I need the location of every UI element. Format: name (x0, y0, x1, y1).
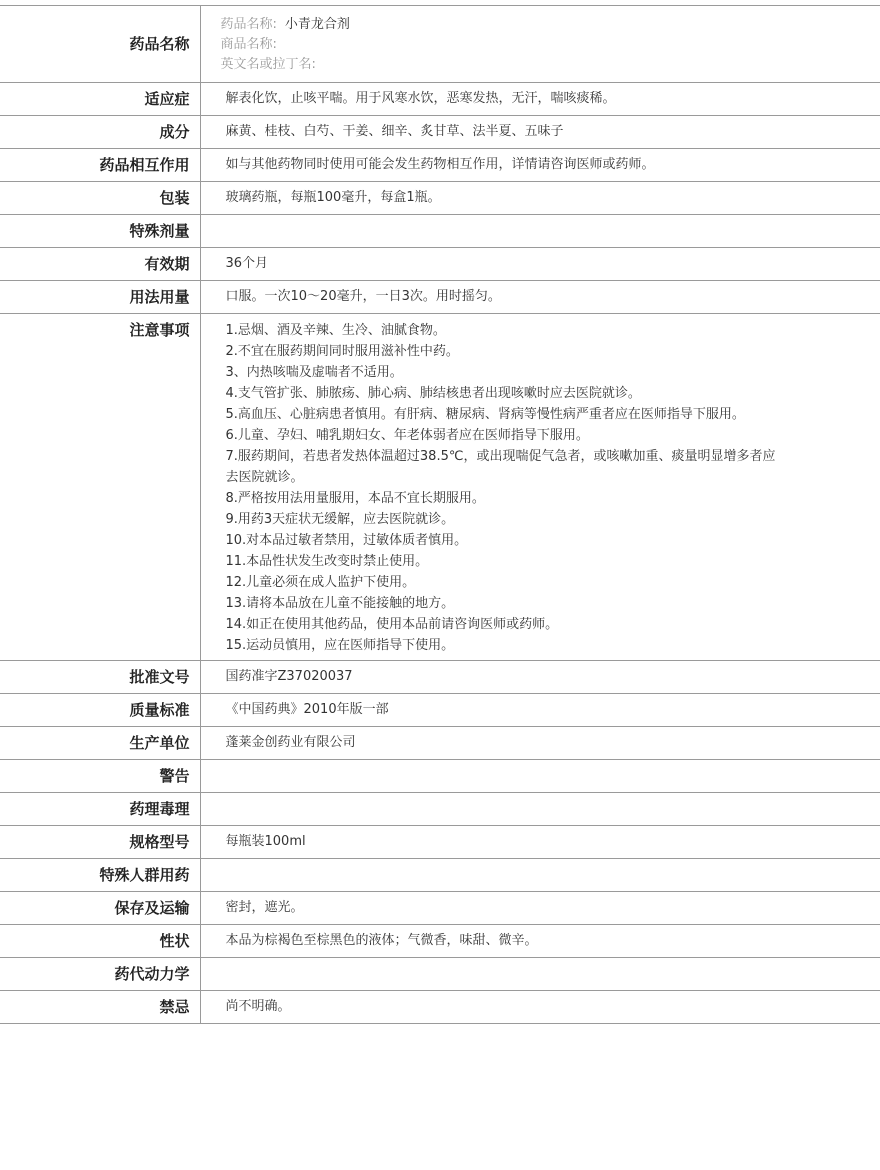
row-drug-name (0, 6, 880, 83)
row-manufacturer (0, 727, 880, 760)
trade-name-line (221, 35, 880, 55)
row-pharmacokinetics (0, 958, 880, 991)
list-item: 10.对本品过敏者禁用，过敏体质者慎用。 (225, 533, 468, 548)
label-approval: 批准文号 (0, 661, 200, 694)
row-precautions (0, 314, 880, 661)
row-toxicology (0, 793, 880, 826)
row-approval (0, 661, 880, 694)
label-usage: 用法用量 (0, 281, 200, 314)
row-special-dosage (0, 215, 880, 248)
value-special-dosage (200, 215, 880, 248)
row-interactions (0, 149, 880, 182)
list-item: 8.严格按用法用量服用，本品不宜长期服用。 (225, 491, 485, 506)
row-appearance (0, 925, 880, 958)
label-precautions: 注意事项 (0, 314, 200, 661)
list-item: 1.忌烟、酒及辛辣、生冷、油腻食物。 (225, 323, 446, 338)
list-item: 7.服药期间，若患者发热体温超过38.5℃，或出现喘促气急者，或咳嗽加重、痰量明显增多者应去医院就诊。 (225, 449, 776, 485)
row-ingredients (0, 116, 880, 149)
list-item: 5.高血压、心脏病患者慎用。有肝病、糖尿病、肾病等慢性病严重者应在医师指导下服用。 (225, 407, 745, 422)
label-shelf-life: 有效期 (0, 248, 200, 281)
value-standard: 《中国药典》2010年版一部 (200, 694, 880, 727)
value-approval: 国药准字Z37020037 (200, 661, 880, 694)
value-indication: 解表化饮，止咳平喘。用于风寒水饮，恶寒发热，无汗，喘咳痰稀。 (200, 83, 880, 116)
list-item: 15.运动员慎用，应在医师指导下使用。 (225, 638, 455, 653)
value-contraindications: 尚不明确。 (200, 991, 880, 1024)
list-item: 3、内热咳喘及虚喘者不适用。 (225, 365, 403, 380)
value-drug-name (200, 6, 880, 83)
label-storage: 保存及运输 (0, 892, 200, 925)
label-manufacturer: 生产单位 (0, 727, 200, 760)
value-specification: 每瓶装100ml (200, 826, 880, 859)
list-item: 14.如正在使用其他药品，使用本品前请咨询医师或药师。 (225, 617, 559, 632)
label-indication: 适应症 (0, 83, 200, 116)
generic-name-key: 药品名称: (220, 17, 277, 32)
row-specification (0, 826, 880, 859)
list-item: 9.用药3天症状无缓解，应去医院就诊。 (225, 512, 455, 527)
label-standard: 质量标准 (0, 694, 200, 727)
row-usage (0, 281, 880, 314)
row-packaging (0, 182, 880, 215)
label-appearance: 性状 (0, 925, 200, 958)
label-drug-name: 药品名称 (0, 6, 200, 83)
value-warning (200, 760, 880, 793)
label-special-dosage: 特殊剂量 (0, 215, 200, 248)
generic-name-line (221, 15, 880, 35)
list-item: 13.请将本品放在儿童不能接触的地方。 (225, 596, 455, 611)
value-special-population (200, 859, 880, 892)
label-ingredients: 成分 (0, 116, 200, 149)
precautions-list (226, 314, 786, 660)
row-standard (0, 694, 880, 727)
row-shelf-life (0, 248, 880, 281)
list-item: 12.儿童必须在成人监护下使用。 (225, 575, 416, 590)
label-warning: 警告 (0, 760, 200, 793)
value-appearance: 本品为棕褐色至棕黑色的液体；气微香，味甜、微辛。 (200, 925, 880, 958)
list-item: 4.支气管扩张、肺脓疡、肺心病、肺结核患者出现咳嗽时应去医院就诊。 (225, 386, 641, 401)
label-special-population: 特殊人群用药 (0, 859, 200, 892)
name-block (211, 6, 880, 82)
label-pharmacokinetics: 药代动力学 (0, 958, 200, 991)
row-storage (0, 892, 880, 925)
value-shelf-life: 36个月 (200, 248, 880, 281)
generic-name-value: 小青龙合剂 (284, 17, 350, 32)
latin-name-line (221, 55, 880, 75)
drug-spec-table (0, 5, 880, 1024)
value-packaging: 玻璃药瓶，每瓶100毫升，每盒1瓶。 (200, 182, 880, 215)
trade-name-key: 商品名称: (220, 37, 277, 52)
label-contraindications: 禁忌 (0, 991, 200, 1024)
list-item: 2.不宜在服药期间同时服用滋补性中药。 (225, 344, 459, 359)
value-manufacturer: 蓬莱金创药业有限公司 (200, 727, 880, 760)
latin-name-key: 英文名或拉丁名: (220, 57, 316, 72)
value-pharmacokinetics (200, 958, 880, 991)
value-ingredients: 麻黄、桂枝、白芍、干姜、细辛、炙甘草、法半夏、五味子 (200, 116, 880, 149)
label-specification: 规格型号 (0, 826, 200, 859)
value-toxicology (200, 793, 880, 826)
label-toxicology: 药理毒理 (0, 793, 200, 826)
row-special-population (0, 859, 880, 892)
label-interactions: 药品相互作用 (0, 149, 200, 182)
value-interactions: 如与其他药物同时使用可能会发生药物相互作用，详情请咨询医师或药师。 (200, 149, 880, 182)
value-storage: 密封，遮光。 (200, 892, 880, 925)
row-indication (0, 83, 880, 116)
list-item: 6.儿童、孕妇、哺乳期妇女、年老体弱者应在医师指导下服用。 (225, 428, 589, 443)
value-usage: 口服。一次10～20毫升，一日3次。用时摇匀。 (200, 281, 880, 314)
row-contraindications (0, 991, 880, 1024)
label-packaging: 包装 (0, 182, 200, 215)
value-precautions (200, 314, 880, 661)
row-warning (0, 760, 880, 793)
list-item: 11.本品性状发生改变时禁止使用。 (225, 554, 429, 569)
